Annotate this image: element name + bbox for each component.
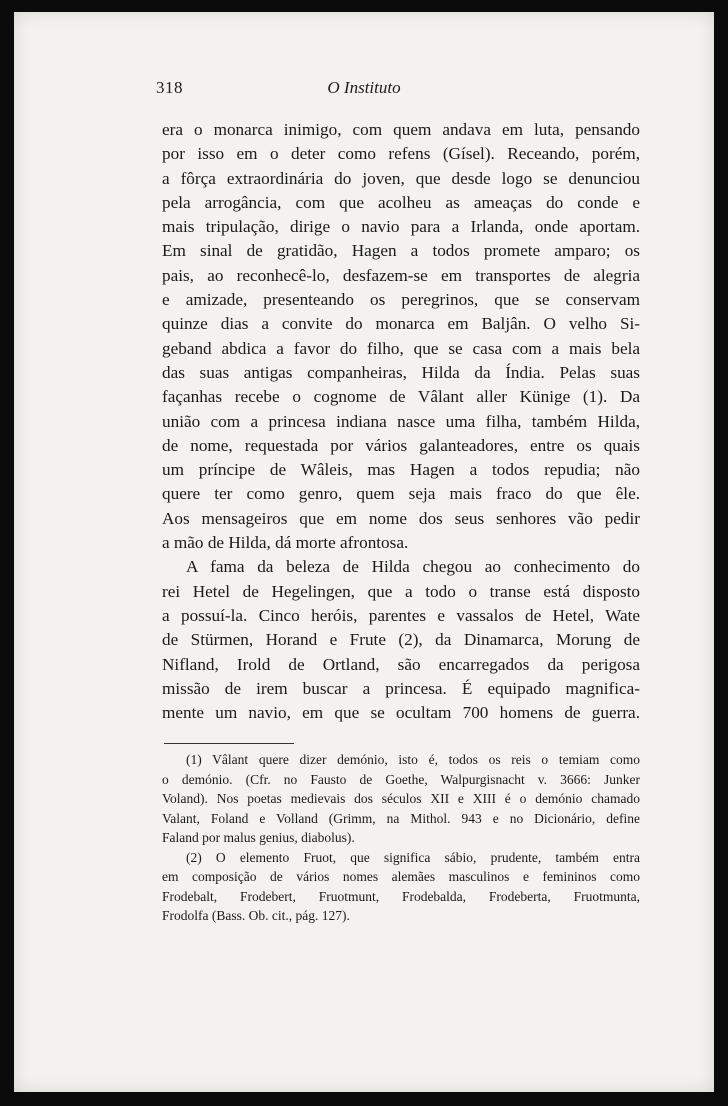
body-text bbox=[162, 118, 640, 725]
body-line: mente um navio, em que se ocultam 700 homens de guerra. bbox=[162, 703, 640, 723]
footnote-line: em composição de vários nomes alemães masculinos e femininos como bbox=[162, 869, 640, 884]
footnote-line: Frodebalt, Frodebert, Fruotmunt, Frodebalda, Frodeberta, Fruotmunta, bbox=[162, 888, 640, 904]
body-line: pais, ao reconhecê-lo, desfazem-se em transportes de alegria bbox=[162, 265, 640, 285]
body-line: a possuí-la. Cinco heróis, parentes e vassalos de Hetel, Wate bbox=[162, 605, 640, 625]
footnote-line: Faland por malus genius, diabolus). bbox=[162, 830, 355, 845]
body-line: a mão de Hilda, dá morte afrontosa. bbox=[162, 533, 409, 553]
footnotes bbox=[162, 750, 640, 926]
body-line: um príncipe de Wâleis, mas Hagen a todos repudia; não bbox=[162, 460, 640, 480]
body-line: façanhas recebe o cognome de Vâlant aller Künige (1). Da bbox=[162, 387, 640, 407]
body-line: A fama da beleza de Hilda chegou ao conhecimento do bbox=[186, 557, 640, 577]
body-line: por isso em o deter como refens (Gísel). Receando, porém, bbox=[162, 144, 640, 164]
body-line: a fôrça extraordinária do joven, que desde logo se denunciou bbox=[162, 168, 640, 188]
book-page bbox=[14, 12, 714, 1092]
body-line: e amizade, presenteando os peregrinos, que se conservam bbox=[162, 290, 640, 310]
footnote-line: Frodolfa (Bass. Ob. cit., pág. 127). bbox=[162, 908, 350, 923]
body-line: quere ter como genro, quem seja mais fraco do que êle. bbox=[162, 484, 640, 504]
page-header bbox=[14, 78, 714, 102]
footnote-line: Voland). Nos poetas medievais dos séculos XII e XIII é o demónio chamado bbox=[162, 791, 640, 806]
body-line: Em sinal de gratidão, Hagen a todos promete amparo; os bbox=[162, 241, 640, 261]
footnote-line: (2) O elemento Fruot, que significa sábio, prudente, também entra bbox=[186, 849, 640, 865]
body-line: rei Hetel de Hegelingen, que a todo o transe está disposto bbox=[162, 581, 640, 601]
body-line: Aos mensageiros que em nome dos seus senhores vão pedir bbox=[162, 508, 640, 528]
footnote-line: Valant, Foland e Volland (Grimm, na Mithol. 943 e no Dicionário, define bbox=[162, 810, 640, 826]
body-line: de nome, requestada por vários galanteadores, entre os quais bbox=[162, 435, 640, 455]
footnote-line: (1) Vâlant quere dizer demónio, isto é, todos os reis o temiam como bbox=[186, 752, 640, 767]
body-line: era o monarca inimigo, com quem andava em luta, pensando bbox=[162, 120, 640, 139]
body-line: de Stürmen, Horand e Frute (2), da Dinamarca, Morung de bbox=[162, 630, 640, 650]
body-line: mais tripulação, dirige o navio para a Irlanda, onde aportam. bbox=[162, 217, 640, 237]
body-line: das suas antigas companheiras, Hilda da Índia. Pelas suas bbox=[162, 362, 640, 382]
footnote-divider bbox=[164, 743, 294, 744]
body-line: pela arrogância, com que acolheu as ameaças do conde e bbox=[162, 192, 640, 212]
footnote-line: o demónio. (Cfr. no Fausto de Goethe, Walpurgisnacht v. 3666: Junker bbox=[162, 771, 640, 787]
body-line: quinze dias a convite do monarca em Baljân. O velho Si- bbox=[162, 314, 640, 334]
body-line: Nifland, Irold de Ortland, são encarregados da perigosa bbox=[162, 654, 640, 674]
body-line: geband abdica a favor do filho, que se casa com a mais bela bbox=[162, 338, 640, 358]
body-line: missão de irem buscar a princesa. É equipado magnifica- bbox=[162, 678, 640, 698]
page-number: 318 bbox=[156, 78, 183, 97]
running-title: O Instituto bbox=[327, 78, 401, 97]
body-line: união com a princesa indiana nasce uma filha, também Hilda, bbox=[162, 411, 640, 431]
